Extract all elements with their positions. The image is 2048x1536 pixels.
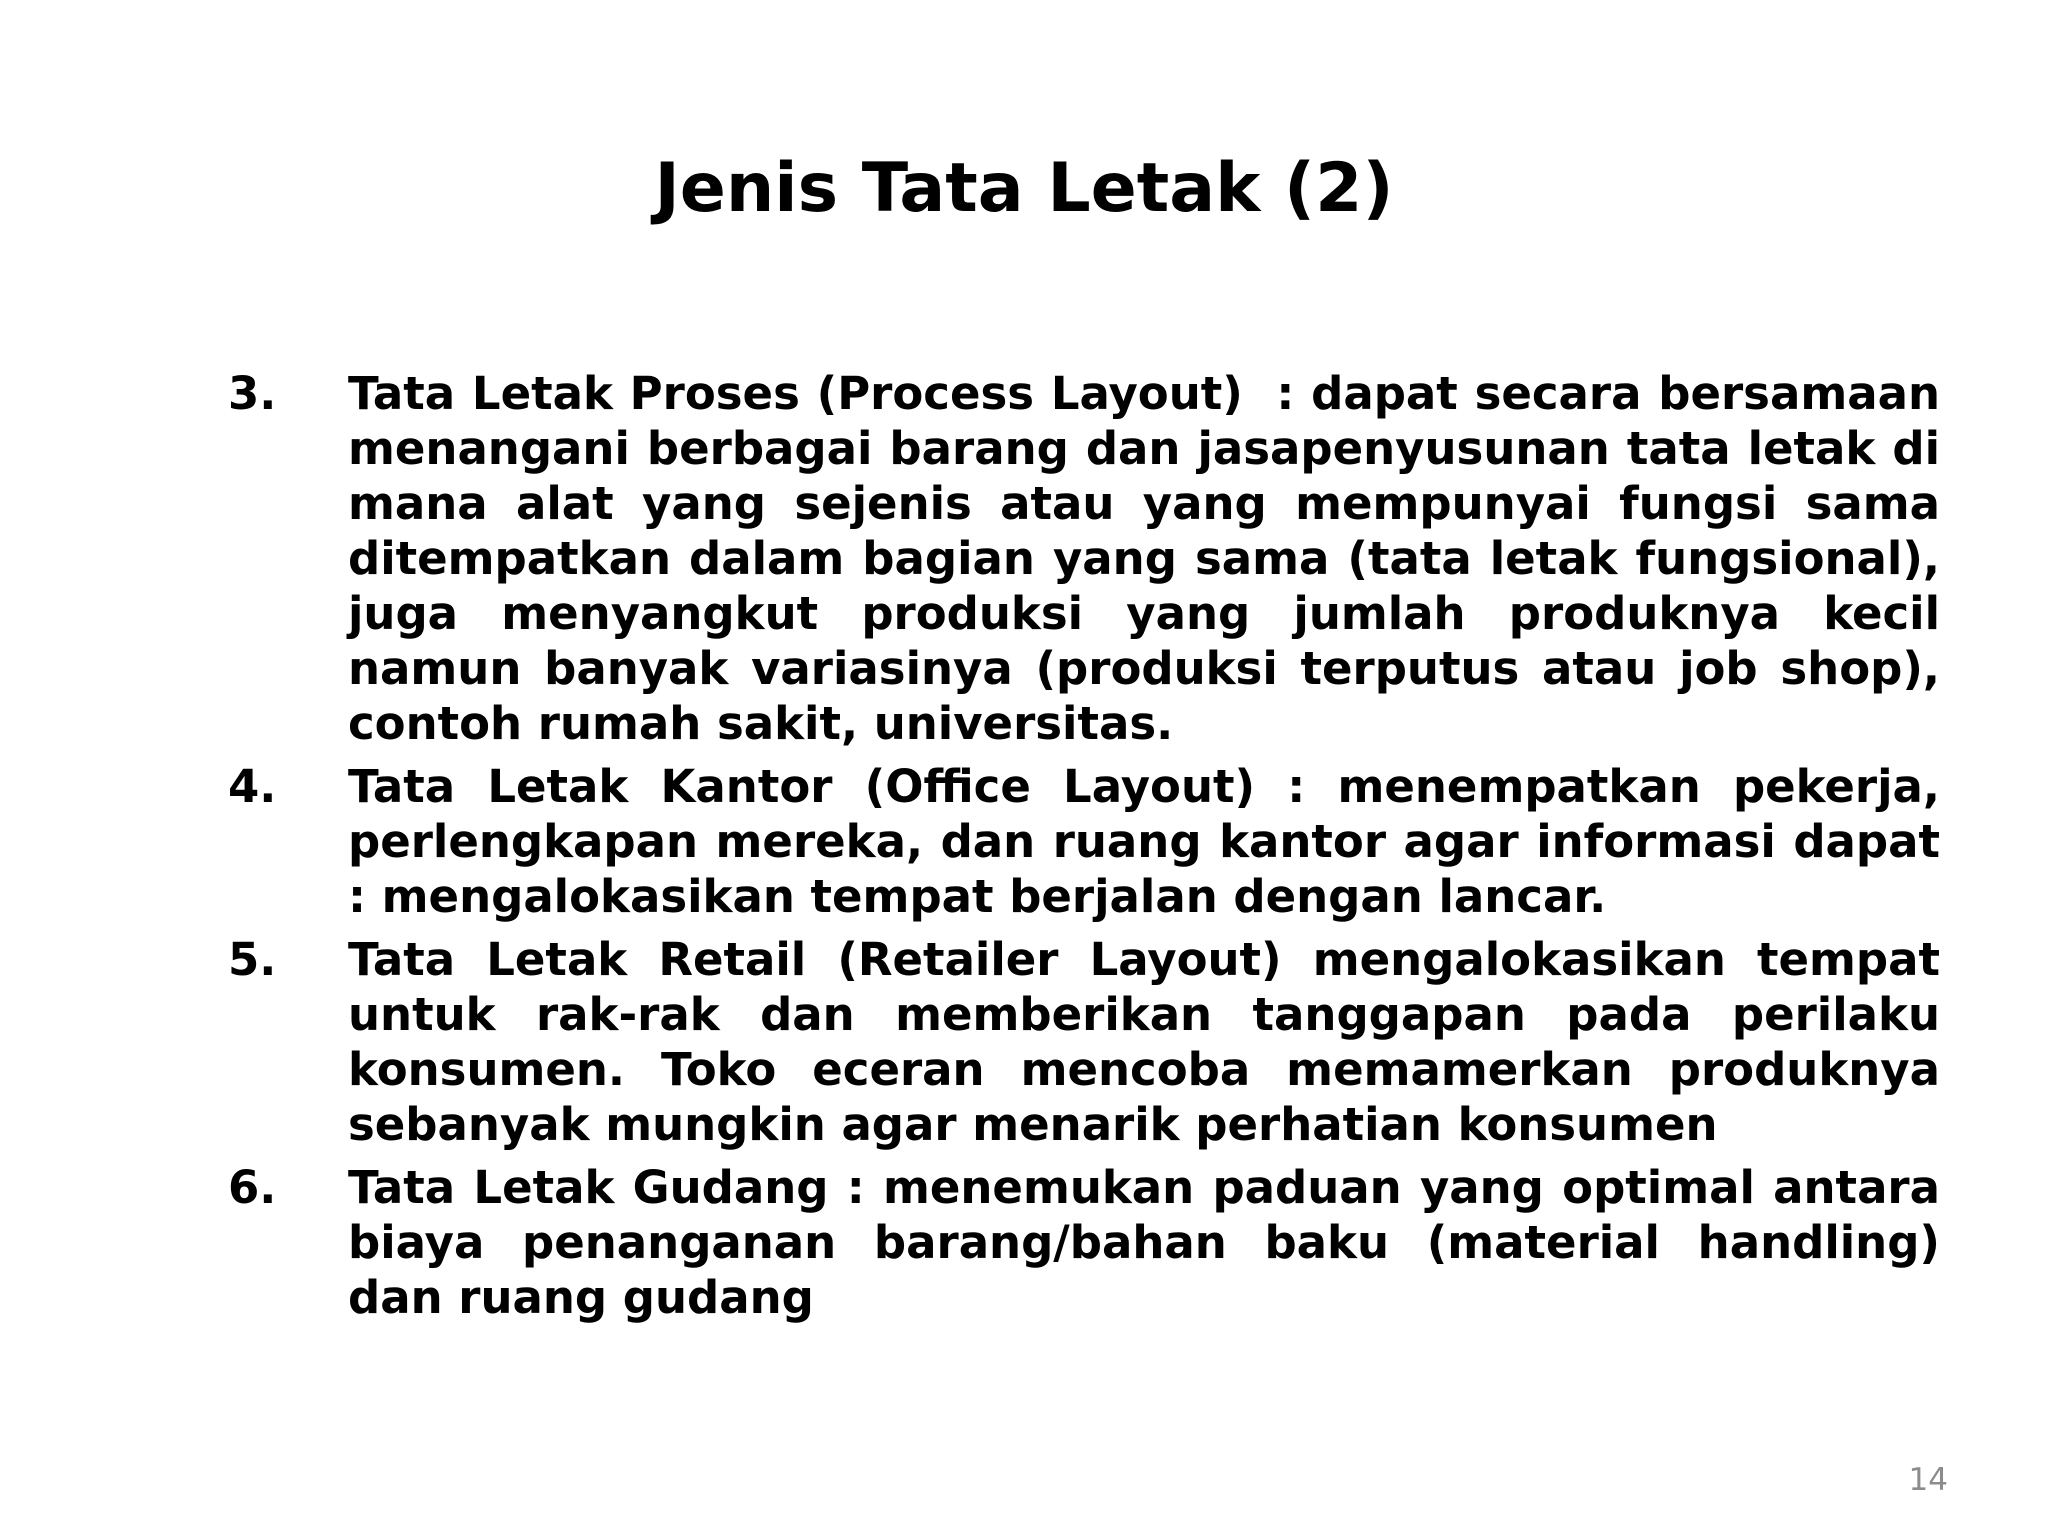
slide-title: Jenis Tata Letak (2) — [654, 149, 1394, 228]
list-item-text: Tata Letak Retail (Retailer Layout) mengalokasikan tempat untuk rak-rak dan memberikan tanggapan pada perilaku konsumen. Toko eceran mencoba memamerkan produknya sebanyak mungkin agar menarik perhatian konsumen — [348, 933, 1956, 1151]
list-item — [228, 1160, 1956, 1325]
list-item-text: Tata Letak Gudang : menemukan paduan yang optimal antara biaya penanganan barang/bahan baku (material handling) dan ruang gudang — [348, 1161, 1956, 1324]
list-item — [228, 759, 1956, 924]
list-item-number: 5. — [228, 933, 277, 986]
slide-content — [228, 366, 1956, 1333]
list-item-text: Tata Letak Kantor (Office Layout) : menempatkan pekerja, perlengkapan mereka, dan ruang kantor agar informasi dapat : mengalokasikan tempat berjalan dengan lancar. — [348, 760, 1956, 923]
list-item — [228, 932, 1956, 1152]
list-item-text: Tata Letak Proses (Process Layout) : dapat secara bersamaan menangani berbagai barang dan jasapenyusunan tata letak di mana alat yang sejenis atau yang mempunyai fungsi sama ditempatkan dalam bagian yang sama (tata letak fungsional), juga menyangkut produksi yang jumlah produknya kecil namun banyak variasinya (produksi terputus atau job shop), contoh rumah sakit, universitas. — [348, 367, 1956, 750]
list-item — [228, 366, 1956, 751]
list-item-number: 6. — [228, 1161, 277, 1214]
page-number: 14 — [1908, 1462, 1948, 1498]
list-item-number: 3. — [228, 367, 277, 420]
list-item-number: 4. — [228, 760, 277, 813]
